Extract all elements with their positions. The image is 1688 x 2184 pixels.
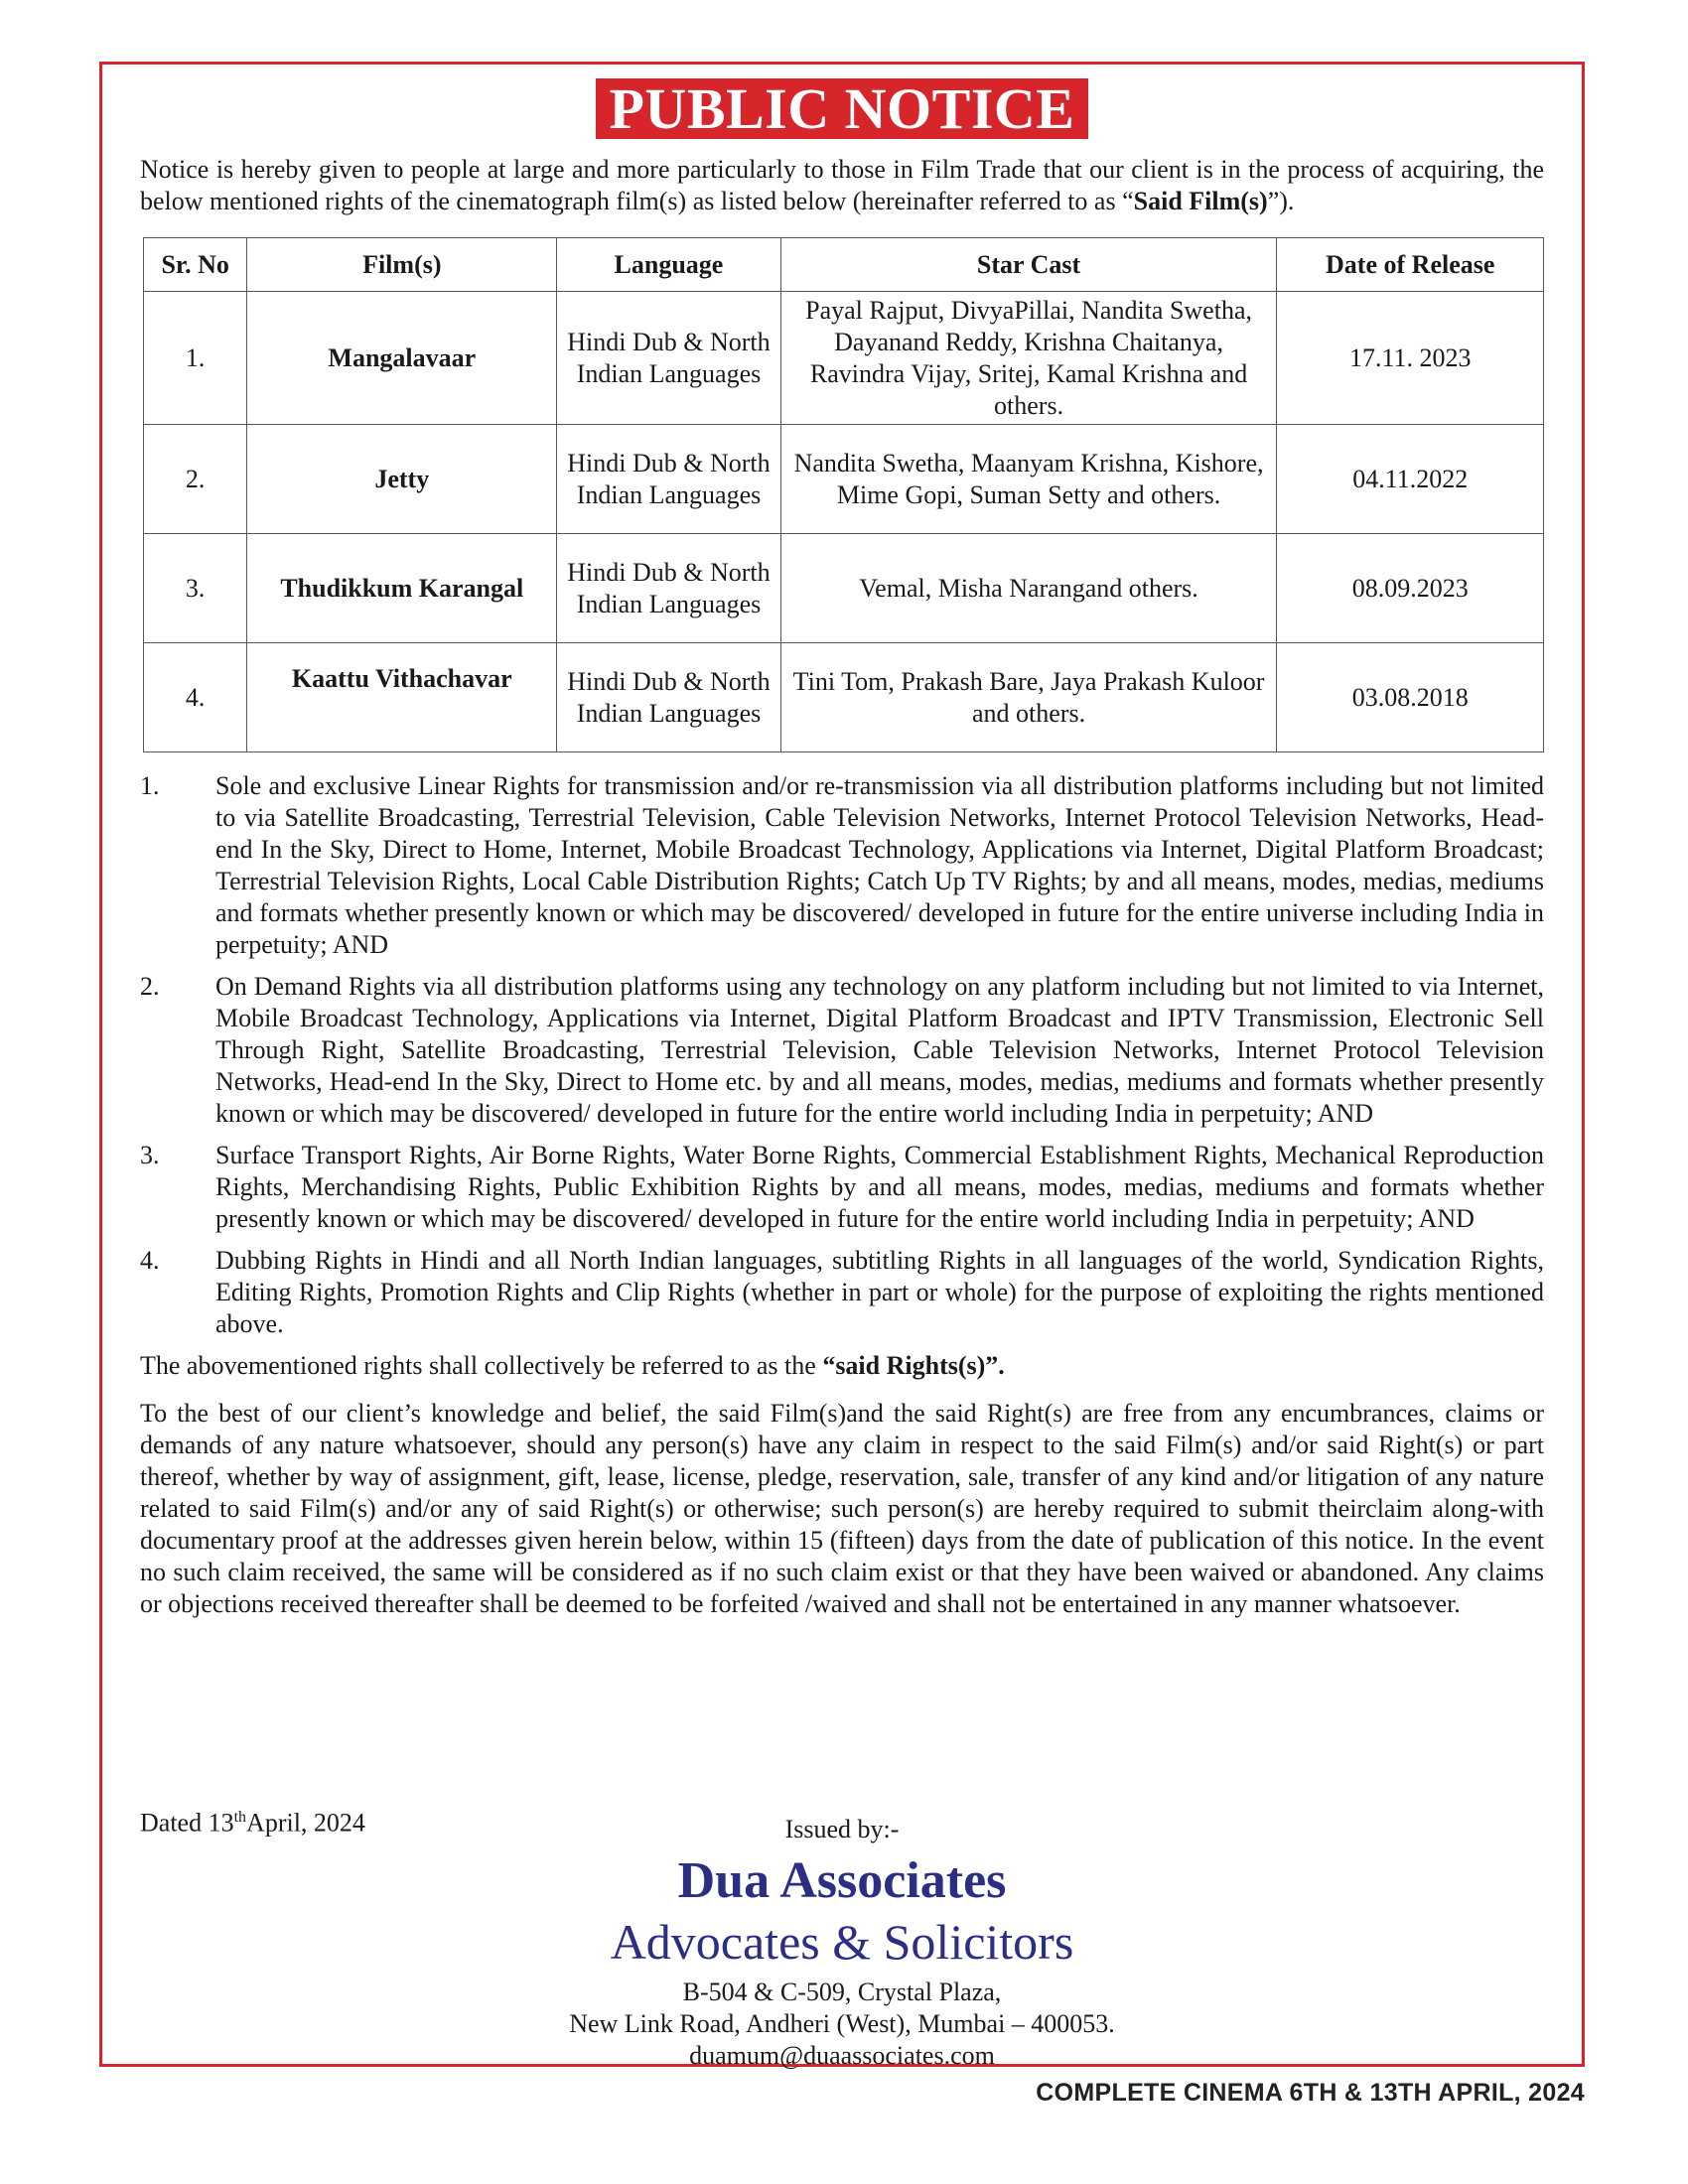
notice-frame	[99, 62, 1585, 2070]
header-date-of-release: Date of Release	[1277, 238, 1544, 292]
cell-date: 04.11.2022	[1277, 425, 1544, 534]
table-row	[144, 425, 1544, 534]
cell-language: Hindi Dub & North Indian Languages	[557, 643, 780, 752]
intro-paragraph	[140, 154, 1544, 217]
rights-text: Surface Transport Rights, Air Borne Rights, Water Borne Rights, Commercial Establishment Rights, Mechanical Reproduction Rights, Merchandising Rights, Public Exhibition Rights by and all means, modes, medias, mediums and formats whether presently known or which may be discovered/ developed in future for the entire world including India in perpetuity; AND	[215, 1141, 1544, 1233]
rights-text: Sole and exclusive Linear Rights for transmission and/or re-transmission via all distribution platforms including but not limited to via Satellite Broadcasting, Terrestrial Television, Cable Television Networks, Internet Protocol Television Networks, Head-end In the Sky, Direct to Home, Internet, Mobile Broadcast Technology, Applications via Internet, Digital Platform Broadcast; Terrestrial Television Rights, Local Cable Distribution Rights; Catch Up TV Rights; by and all means, modes, medias, mediums and formats whether presently known or which may be discovered/ developed in future for the entire universe including India in perpetuity; AND	[215, 771, 1544, 959]
notice-content	[140, 154, 1544, 1620]
cell-language: Hindi Dub & North Indian Languages	[557, 292, 780, 425]
cell-date: 08.09.2023	[1277, 534, 1544, 643]
table-row	[144, 292, 1544, 425]
cell-cast: Vemal, Misha Narangand others.	[780, 534, 1277, 643]
email-address: duamum@duaassociates.com	[689, 2041, 995, 2070]
cell-sr: 4.	[144, 643, 247, 752]
rights-number: 4.	[140, 1246, 160, 1275]
issued-by: Issued by:-	[784, 1815, 900, 1843]
intro-end: ”).	[1267, 187, 1295, 215]
firm-name: Dua Associates	[677, 1852, 1007, 1909]
dated-sup: th	[233, 1809, 247, 1826]
cell-date: 17.11. 2023	[1277, 292, 1544, 425]
rights-number: 3.	[140, 1141, 160, 1169]
dated-prefix: Dated 13	[140, 1808, 234, 1838]
cell-film: Kaattu Vithachavar	[247, 643, 557, 752]
header-star-cast: Star Cast	[780, 238, 1277, 292]
cell-film: Thudikkum Karangal	[247, 534, 557, 643]
body-paragraph: To the best of our client’s knowledge and belief, the said Film(s)and the said Right(s) are free from any encumbrances, claims or demands of any nature whatsoever, should any person(s) have any claim in respect to the said Film(s) and/or said Right(s) or part thereof, whether by way of assignment, gift, lease, license, pledge, reservation, sale, transfer of any kind and/or litigation of any nature related to said Film(s) and/or any of said Right(s) or otherwise; such person(s) are hereby required to submit theirclaim along-with documentary proof at the addresses given herein below, within 15 (fifteen) days from the date of publication of this notice. In the event no such claim received, the same will be considered as if no such claim exist or that they have been waived or abandoned. Any claims or objections received thereafter shall be deemed to be forfeited /waived and shall not be entertained in any manner whatsoever.	[140, 1399, 1544, 1618]
notice-title: PUBLIC NOTICE	[596, 78, 1089, 139]
title-wrap	[102, 78, 1582, 139]
collective-text: The abovementioned rights shall collectively be referred to as the	[140, 1351, 823, 1380]
cell-film: Jetty	[247, 425, 557, 534]
intro-text: Notice is hereby given to people at large and more particularly to those in Film Trade that our client is in the process of acquiring, the below mentioned rights of the cinematograph film(s) as listed below (hereinafter referred to as “	[140, 155, 1544, 215]
rights-number: 2.	[140, 972, 160, 1001]
table-header-row	[144, 238, 1544, 292]
address-line: New Link Road, Andheri (West), Mumbai – 400053.	[569, 2009, 1115, 2038]
rights-number: 1.	[140, 771, 160, 800]
cell-sr: 2.	[144, 425, 247, 534]
films-table	[143, 237, 1544, 752]
publication-footer: COMPLETE CINEMA 6TH & 13TH APRIL, 2024	[1036, 2079, 1585, 2107]
list-item	[140, 1245, 1544, 1340]
cell-language: Hindi Dub & North Indian Languages	[557, 534, 780, 643]
cell-cast: Tini Tom, Prakash Bare, Jaya Prakash Kuloor and others.	[780, 643, 1277, 752]
address-line: B-504 & C-509, Crystal Plaza,	[682, 1978, 1002, 2006]
firm-role: Advocates & Solicitors	[610, 1914, 1074, 1970]
cell-cast: Nandita Swetha, Maanyam Krishna, Kishore, Mime Gopi, Suman Setty and others.	[780, 425, 1277, 534]
firm-address	[102, 1977, 1582, 2072]
dated-suffix: April, 2024	[246, 1808, 365, 1838]
cell-language: Hindi Dub & North Indian Languages	[557, 425, 780, 534]
cell-cast: Payal Rajput, DivyaPillai, Nandita Swetha, Dayanand Reddy, Krishna Chaitanya, Ravindra Vijay, Sritej, Kamal Krishna and others.	[780, 292, 1277, 425]
list-item	[140, 770, 1544, 961]
rights-text: On Demand Rights via all distribution platforms using any technology on any platform including but not limited to via Internet, Mobile Broadcast Technology, Applications via Internet, Digital Platform Broadcast and IPTV Transmission, Electronic Sell Through Right, Satellite Broadcasting, Terrestrial Television, Cable Television Networks, Internet Protocol Television Networks, Head-end In the Sky, Direct to Home etc. by and all means, modes, medias, mediums and formats whether presently known or which may be discovered/ developed in future for the entire world including India in perpetuity; AND	[215, 972, 1544, 1128]
intro-bold: Said Film(s)	[1133, 187, 1268, 215]
rights-text: Dubbing Rights in Hindi and all North Indian languages, subtitling Rights in all languages of the world, Syndication Rights, Editing Rights, Promotion Rights and Clip Rights (whether in part or whole) for the purpose of exploiting the rights mentioned above.	[215, 1246, 1544, 1338]
cell-date: 03.08.2018	[1277, 643, 1544, 752]
header-language: Language	[557, 238, 780, 292]
collective-bold: “said Rights(s)”.	[822, 1351, 1005, 1380]
cell-sr: 3.	[144, 534, 247, 643]
table-row	[144, 534, 1544, 643]
collective-paragraph	[140, 1350, 1544, 1382]
cell-sr: 1.	[144, 292, 247, 425]
list-item	[140, 1140, 1544, 1235]
header-sr-no: Sr. No	[144, 238, 247, 292]
cell-film: Mangalavaar	[247, 292, 557, 425]
table-row	[144, 643, 1544, 752]
rights-list	[140, 770, 1544, 1340]
header-films: Film(s)	[247, 238, 557, 292]
list-item	[140, 971, 1544, 1130]
